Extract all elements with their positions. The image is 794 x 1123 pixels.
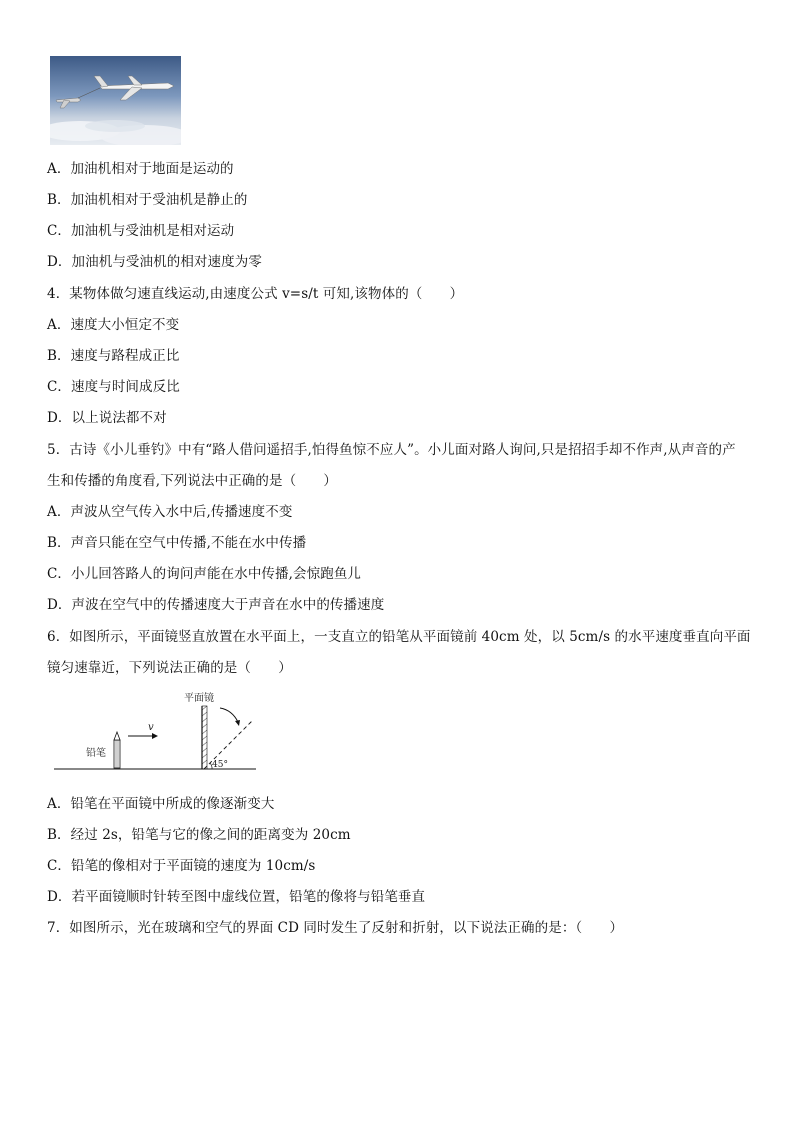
q4-stem: 4．某物体做匀速直线运动,由速度公式 v=s/t 可知,该物体的（ ）	[47, 286, 464, 302]
pencil-label: 铅笔	[86, 748, 106, 759]
plane-mirror	[202, 706, 207, 769]
q6-option-b: B．经过 2s，铅笔与它的像之间的距离变为 20cm	[47, 827, 351, 843]
q6-stem-line2: 镜匀速靠近，下列说法正确的是（ ）	[47, 660, 292, 676]
mirror-label: 平面镜	[184, 693, 214, 704]
q3-option-c: C．加油机与受油机是相对运动	[47, 223, 235, 239]
q4-option-b: B．速度与路程成正比	[47, 348, 180, 364]
q5-option-a: A．声波从空气传入水中后,传播速度不变	[47, 504, 293, 520]
q6-option-d: D．若平面镜顺时针转至图中虚线位置，铅笔的像将与铅笔垂直	[47, 889, 426, 905]
velocity-label: v	[148, 722, 154, 733]
angle-label: 45°	[212, 760, 228, 770]
q3-option-a: A．加油机相对于地面是运动的	[47, 161, 234, 177]
refueling-aircraft-photo	[50, 56, 181, 145]
q5-option-d: D．声波在空气中的传播速度大于声音在水中的传播速度	[47, 597, 385, 613]
q5-option-c: C．小儿回答路人的询问声能在水中传播,会惊跑鱼儿	[47, 566, 362, 582]
q7-stem: 7．如图所示，光在玻璃和空气的界面 CD 同时发生了反射和折射，以下说法正确的是：（ ）	[47, 920, 624, 936]
q6-option-a: A．铅笔在平面镜中所成的像逐渐变大	[47, 796, 275, 812]
q4-option-c: C．速度与时间成反比	[47, 379, 180, 395]
mirror-pencil-diagram	[50, 690, 260, 772]
q4-option-d: D．以上说法都不对	[47, 410, 167, 426]
q6-stem-line1: 6．如图所示，平面镜竖直放置在水平面上，一支直立的铅笔从平面镜前 40cm 处，以 5cm/s 的水平速度垂直向平面	[47, 629, 751, 645]
q5-stem-line2: 生和传播的角度看,下列说法中正确的是（ ）	[47, 473, 337, 489]
q3-option-d: D．加油机与受油机的相对速度为零	[47, 254, 262, 270]
q3-option-b: B．加油机相对于受油机是静止的	[47, 192, 248, 208]
q5-stem-line1: 5．古诗《小儿垂钓》中有“路人借问遥招手,怕得鱼惊不应人”。小儿面对路人询问,只是招招手却不作声,从声音的产	[47, 442, 736, 458]
q5-option-b: B．声音只能在空气中传播,不能在水中传播	[47, 535, 307, 551]
q6-option-c: C．铅笔的像相对于平面镜的速度为 10cm/s	[47, 858, 316, 874]
q4-option-a: A．速度大小恒定不变	[47, 317, 180, 333]
pencil	[114, 732, 120, 768]
